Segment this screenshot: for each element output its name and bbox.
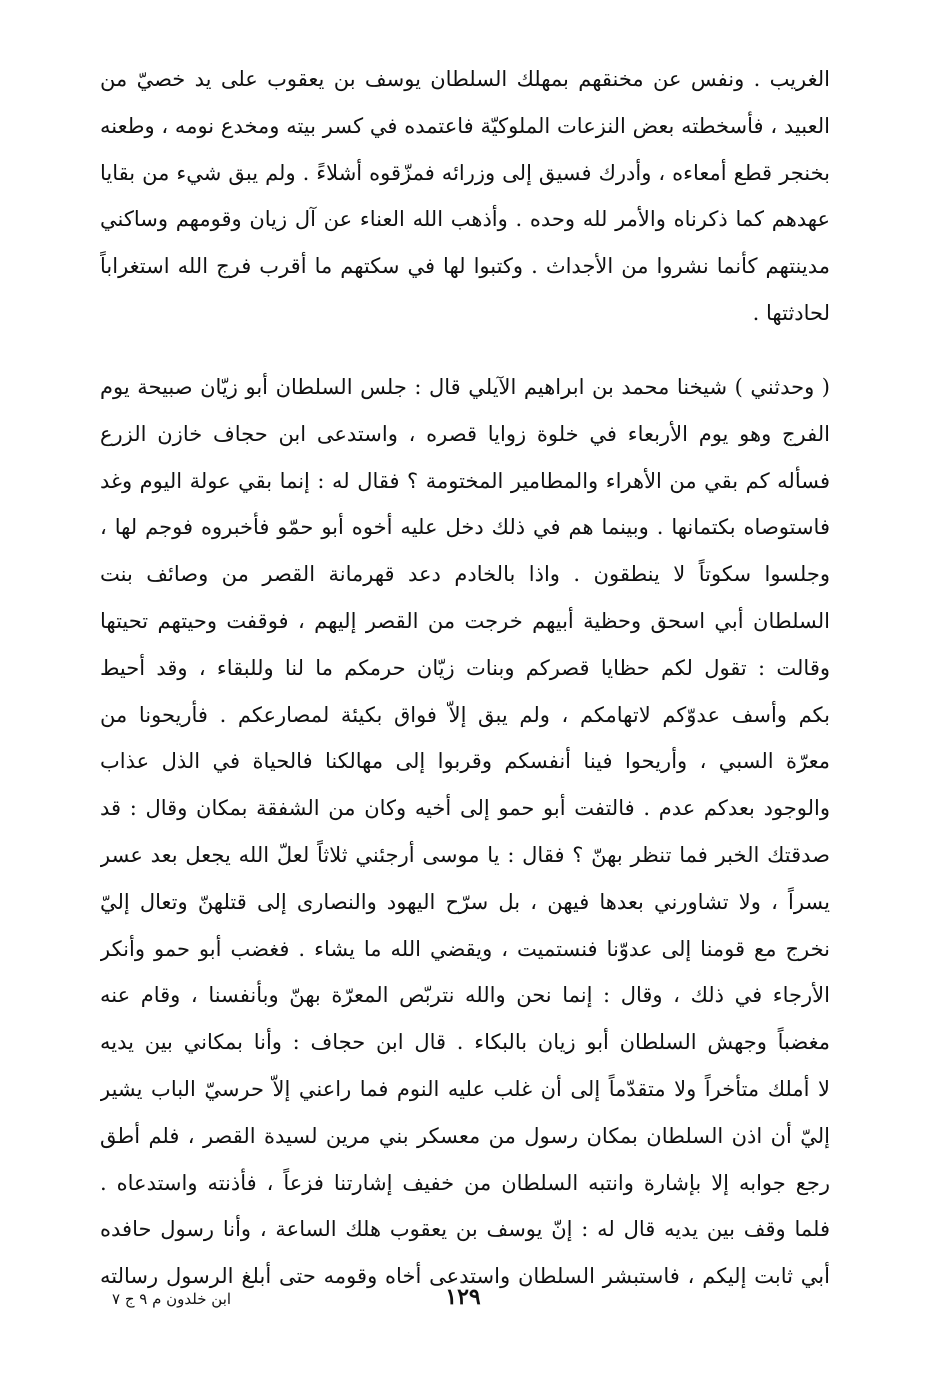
text-line: ( وحدثني ) شيخنا محمد بن ابراهيم الآيلي قال : جلس السلطان أبو زيّان صبيحة يوم — [100, 375, 830, 399]
text-line: لا أملك متأخراً ولا متقدّماً إلى أن غلب عليه النوم فما راعني إلاّ حرسيّ الباب يشير — [100, 1076, 830, 1101]
text-line: بخنجر قطع أمعاءه ، وأدرك فسيق إلى وزرائه فمزّقوه أشلاءً . ولم يبق شيء من بقايا — [100, 160, 830, 185]
page-number: ١٢٩ — [445, 1284, 481, 1310]
text-line: فسأله كم بقي من الأهراء والمطامير المختومة ؟ فقال له : إنما بقي عولة اليوم وغد — [100, 468, 830, 493]
text-line: عهدهم كما ذكرناه والأمر لله وحده . وأذهب الله العناء عن آل زيان وقومهم وساكني — [100, 207, 830, 232]
text-line: وجلسوا سكوتاً لا ينطقون . واذا بالخادم دعد قهرمانة القصر من وصائف بنت — [100, 562, 830, 587]
text-line: فاستوصاه بكتمانها . وبينما هم في ذلك دخل عليه أخوه أبو حمّو فأخبروه فوجم لها ، — [100, 515, 830, 540]
text-line: الغريب . ونفس عن مخنقهم بمهلك السلطان يوسف بن يعقوب على يد خصيّ من — [100, 67, 830, 91]
printer-signature: ابن خلدون م ٩ ج ٧ — [112, 1290, 232, 1308]
text-line: السلطان أبي اسحق وحظية أبيهم خرجت من القصر إليهم ، فوقفت وحيتهم تحيتها — [100, 608, 830, 633]
text-line: معرّة السبي ، وأريحوا فينا أنفسكم وقربوا إلى مهالكنا فالحياة في الذل عذاب — [100, 749, 830, 774]
text-line: والوجود بعدكم عدم . فالتفت أبو حمو إلى أخيه وكان من الشفقة بمكان وقال : قد — [100, 796, 830, 821]
text-line: بكم وأسف عدوّكم لاتهامكم ، ولم يبق إلاّ فواق بكيئة لمصارعكم . فأريحونا من — [100, 702, 830, 727]
text-line: وقالت : تقول لكم حظايا قصركم وبنات زيّان حرمكم ما لنا وللبقاء ، وقد أحيط — [100, 655, 830, 680]
text-line: أبي ثابت إليكم ، فاستبشر السلطان واستدعى أخاه وقومه حتى أبلغ الرسول رسالته — [100, 1264, 830, 1289]
paragraph-1 — [100, 56, 830, 337]
text-line: فلما وقف بين يديه قال له : إنّ يوسف بن يعقوب هلك الساعة ، وأنا رسول حافده — [100, 1217, 830, 1242]
text-line: إليّ أن اذن السلطان بمكان رسول من معسكر بني مرين لسيدة القصر ، فلم أطق — [100, 1123, 830, 1148]
text-line: يسراً ، ولا تشاورني بعدها فيهن ، بل سرّح اليهود والنصارى إلى قتلهنّ وتعال إليّ — [100, 889, 830, 914]
text-line: الأرجاء في ذلك ، وقال : إنما نحن والله نتربّص المعرّة بهنّ وبأنفسنا ، وقام عنه — [100, 983, 830, 1008]
text-line: لحادثتها . — [752, 300, 830, 325]
text-line: رجع جوابه إلا بإشارة وانتبه السلطان من خفيف إشارتنا فزعاً ، فأذنته واستدعاه . — [100, 1170, 830, 1195]
paragraph-2 — [100, 364, 830, 1300]
text-line: العبيد ، فأسخطته بعض النزعات الملوكيّة فاعتمده في كسر بيته ومخدع نومه ، وطعنه — [100, 113, 830, 138]
text-line: مغضباً وجهش السلطان أبو زيان بالبكاء . قال ابن حجاف : وأنا بمكاني بين يديه — [100, 1030, 830, 1055]
text-line: نخرج مع قومنا إلى عدوّنا فنستميت ، ويقضي الله ما يشاء . فغضب أبو حمو وأنكر — [100, 936, 830, 961]
text-line: مدينتهم كأنما نشروا من الأجداث . وكتبوا لها في سكتهم ما أقرب فرج الله استغراباً — [100, 254, 830, 279]
text-line: صدقتك الخبر فما تنظر بهنّ ؟ فقال : يا موسى أرجئني ثلاثاً لعلّ الله يجعل بعد عسر — [100, 842, 830, 867]
text-line: الفرج وهو يوم الأربعاء في خلوة زوايا قصره ، واستدعى ابن حجاف خازن الزرع — [100, 421, 830, 446]
